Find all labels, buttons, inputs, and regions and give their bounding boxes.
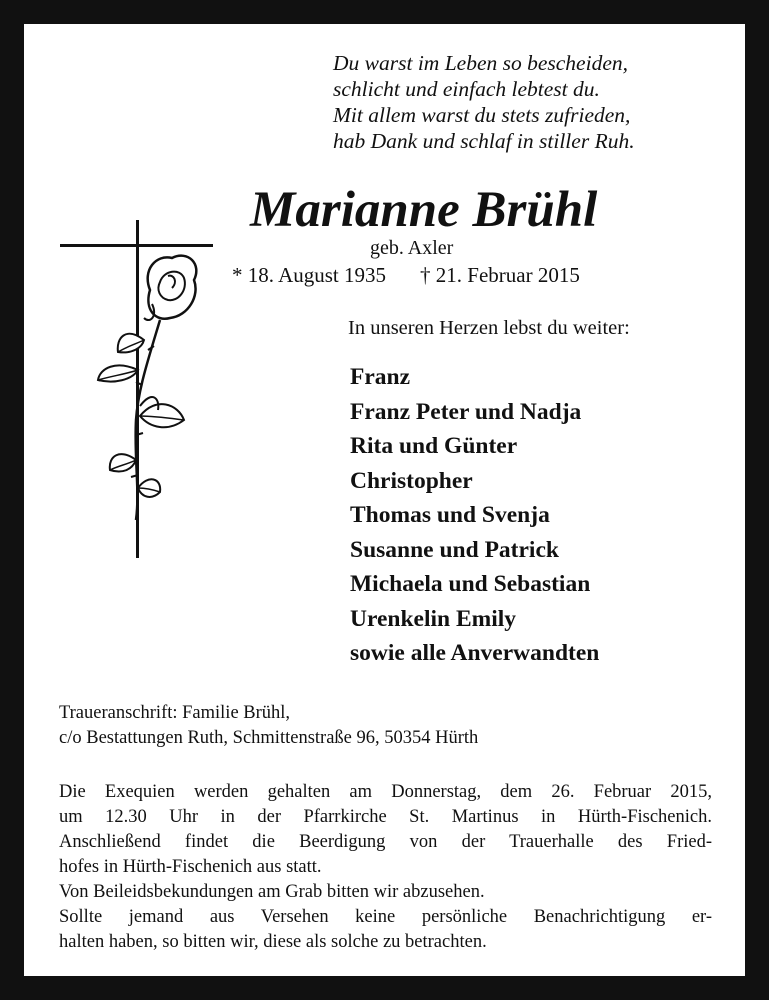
life-dates — [232, 261, 580, 289]
poem-line: Mit allem warst du stets zufrieden, — [333, 103, 631, 127]
list-item: Urenkelin Emily — [350, 605, 517, 632]
poem-line: schlicht und einfach lebtest du. — [333, 77, 600, 101]
list-item: Rita und Günter — [350, 433, 518, 459]
deceased-name: Marianne Brühl — [250, 182, 598, 238]
mourners-intro: In unseren Herzen lebst du weiter: — [348, 317, 630, 339]
mourners-list — [350, 360, 730, 671]
maiden-name: geb. Axler — [370, 237, 454, 259]
list-item: Michaela und Sebastian — [350, 571, 591, 597]
poem-line: hab Dank und schlaf in stiller Ruh. — [333, 129, 635, 153]
list-item: Franz — [350, 364, 411, 390]
list-item: sowie alle Anverwandten — [350, 640, 600, 666]
birth-date: * 18. August 1935 — [232, 263, 387, 287]
cross-with-rose-icon — [56, 220, 216, 560]
details-line: Sollte jemand aus Versehen keine persönliche Benachrichtigung er- — [59, 907, 712, 927]
address-line: Traueranschrift: Familie Brühl, — [59, 703, 291, 723]
address-line: c/o Bestattungen Ruth, Schmittenstraße 96, 50354 Hürth — [59, 728, 479, 748]
list-item: Christopher — [350, 467, 473, 494]
list-item: Franz Peter und Nadja — [350, 398, 582, 425]
details-line: um 12.30 Uhr in der Pfarrkirche St. Martinus in Hürth-Fischenich. — [59, 807, 712, 827]
details-line: Anschließend findet die Beerdigung von der Trauerhalle des Fried- — [59, 832, 712, 852]
list-item: Thomas und Svenja — [350, 502, 550, 528]
funeral-details — [59, 780, 712, 955]
details-line: Die Exequien werden gehalten am Donnerstag, dem 26. Februar 2015, — [59, 782, 712, 802]
details-line: hofes in Hürth-Fischenich aus statt. — [59, 857, 322, 877]
death-date: † 21. Februar 2015 — [420, 263, 580, 287]
mourning-address — [59, 701, 719, 751]
list-item: Susanne und Patrick — [350, 536, 559, 563]
poem — [333, 50, 733, 154]
details-line: Von Beileidsbekundungen am Grab bitten wir abzusehen. — [59, 882, 485, 902]
details-line: halten haben, so bitten wir, diese als solche zu betrachten. — [59, 932, 487, 952]
poem-line: Du warst im Leben so bescheiden, — [333, 51, 628, 75]
